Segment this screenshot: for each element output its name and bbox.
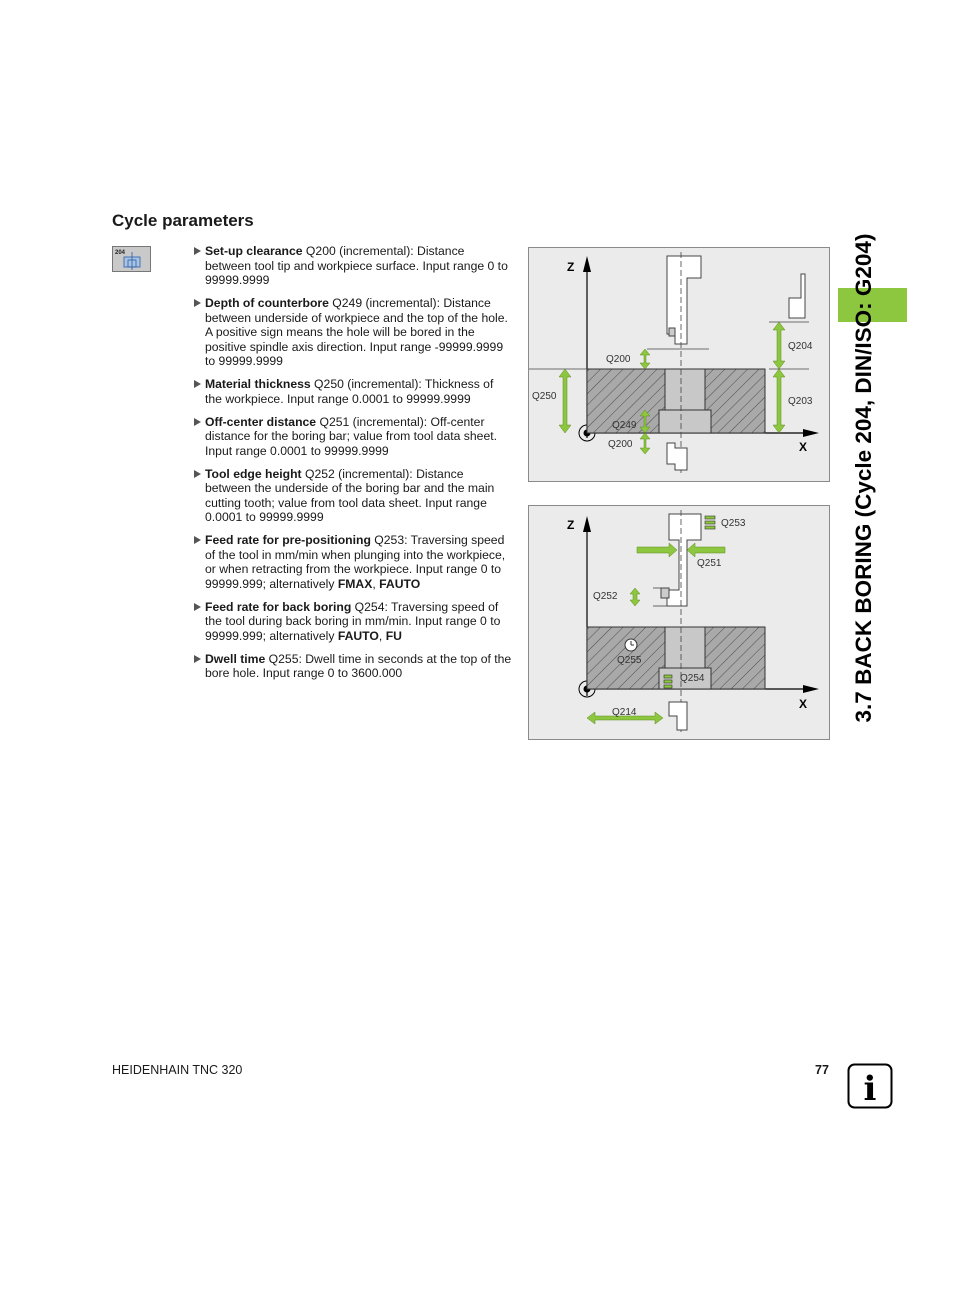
label-q200-bottom: Q200 — [608, 439, 633, 450]
arrow-q200-bottom — [640, 433, 650, 454]
arrow-q251-left — [637, 543, 677, 557]
parameter-name: Material thickness — [205, 377, 311, 391]
parameter-description: , — [378, 628, 386, 643]
feed-icon-q253 — [705, 516, 715, 529]
parameter-name: Off-center distance — [205, 414, 317, 429]
cycle-204-icon — [112, 246, 151, 272]
diagram-back-boring-feeds — [528, 505, 830, 740]
arrow-q204 — [773, 322, 785, 369]
parameter-description: Q250 (incremental): Thickness of the workpiece. Input range 0.0001 to 99999.9999 — [205, 377, 494, 406]
parameter-item — [192, 244, 512, 288]
arrow-q252 — [630, 588, 640, 606]
parameter-name: Tool edge height — [205, 466, 302, 481]
label-q252: Q252 — [593, 591, 618, 602]
z-axis-arrow — [583, 516, 591, 532]
tool-reference — [789, 274, 805, 318]
page-number: 77 — [815, 1063, 829, 1077]
parameter-description: Q252 (incremental): Distance between the underside of the boring bar and the main cutting tooth; value from tool data sheet. Input range 0.0001 to 99999.9999 — [205, 466, 495, 524]
tool-bottom — [667, 443, 687, 470]
parameter-option: FMAX — [337, 576, 373, 591]
z-axis-label: Z — [567, 260, 575, 274]
section-heading: Cycle parameters — [112, 211, 254, 230]
parameter-description: Q253: Traversing speed of the tool in mm/min when plunging into the workpiece, or when retracting from the workpiece. Input range 0 to 99999.999; alternatively — [205, 533, 506, 591]
parameter-description: , — [372, 576, 380, 591]
label-q214: Q214 — [612, 707, 637, 718]
x-axis-label: X — [799, 440, 808, 454]
x-axis-label: X — [799, 697, 808, 711]
parameter-description: Q255: Dwell time in seconds at the top of the bore hole. Input range 0 to 3600.000 — [205, 651, 512, 680]
diagram-back-boring-depths — [528, 247, 830, 482]
parameter-item — [192, 652, 512, 681]
label-q204: Q204 — [788, 341, 813, 352]
parameter-item — [192, 600, 512, 644]
arrow-q203 — [773, 369, 785, 433]
bullet-triangle-icon — [194, 655, 201, 663]
bullet-triangle-icon — [194, 299, 201, 307]
parameter-name: Depth of counterbore — [205, 296, 329, 310]
z-axis-label: Z — [567, 518, 575, 532]
workpiece-right — [705, 369, 765, 433]
parameter-option: FAUTO — [379, 576, 421, 591]
x-axis-arrow — [803, 685, 819, 693]
z-axis-arrow — [583, 256, 591, 272]
parameter-description: Q251 (incremental): Off-center distance for the boring bar; value from tool data sheet. Input range 0.0001 to 99999.9999 — [205, 414, 497, 458]
tool-upper — [667, 514, 701, 606]
label-q254: Q254 — [680, 673, 705, 684]
info-icon — [847, 1063, 893, 1109]
parameter-option: FAUTO — [337, 628, 379, 643]
label-q203: Q203 — [788, 396, 813, 407]
arrow-q251-right — [687, 543, 725, 557]
x-axis-arrow — [803, 429, 819, 437]
parameter-name: Feed rate for pre-positioning — [205, 533, 371, 547]
tool-lower — [669, 702, 687, 730]
side-chapter-title-text: 3.7 BACK BORING (Cycle 204, DIN/ISO: G204) — [851, 233, 876, 723]
bullet-triangle-icon — [194, 380, 201, 388]
parameter-name: Feed rate for back boring — [205, 599, 352, 614]
info-icon-letter: i — [863, 1069, 877, 1109]
parameter-item — [192, 467, 512, 525]
parameter-name: Set-up clearance — [205, 244, 303, 258]
bullet-triangle-icon — [194, 418, 201, 426]
parameter-item — [192, 296, 512, 369]
parameter-description: Q254: Traversing speed of the tool during back boring in mm/min. Input range 0 to 99999.999; alternatively — [205, 599, 501, 643]
feed-icon-q254 — [664, 675, 672, 688]
arrow-q250 — [559, 369, 571, 433]
footer-product: HEIDENHAIN TNC 320 — [112, 1063, 243, 1077]
arrow-q200-top — [640, 349, 650, 369]
counterbore — [659, 410, 711, 433]
parameter-option: FU — [385, 628, 402, 643]
parameter-item — [192, 377, 512, 406]
parameter-item — [192, 415, 512, 459]
parameter-name: Dwell time — [205, 651, 266, 666]
label-q253: Q253 — [721, 518, 746, 529]
label-q255: Q255 — [617, 655, 642, 666]
parameter-description: Q200 (incremental): Distance between tool tip and workpiece surface. Input range 0 to 99999.9999 — [205, 244, 508, 287]
cycle-icon-label: 204 — [115, 250, 126, 256]
label-q200-top: Q200 — [606, 354, 631, 365]
bullet-triangle-icon — [194, 470, 201, 478]
parameter-item — [192, 533, 512, 591]
parameter-description: Q249 (incremental): Distance between underside of workpiece and the top of the hole. A positive sign means the hole will be bored in the positive spindle axis direction. Input range -99999.9999 to 99999.9999 — [205, 296, 508, 368]
label-q249: Q249 — [612, 420, 637, 431]
bullet-triangle-icon — [194, 247, 201, 255]
bullet-triangle-icon — [194, 536, 201, 544]
label-q250: Q250 — [532, 391, 557, 402]
label-q251: Q251 — [697, 558, 722, 569]
parameter-list — [192, 244, 512, 689]
bullet-triangle-icon — [194, 603, 201, 611]
workpiece-right — [705, 627, 765, 689]
side-chapter-title — [831, 212, 897, 744]
